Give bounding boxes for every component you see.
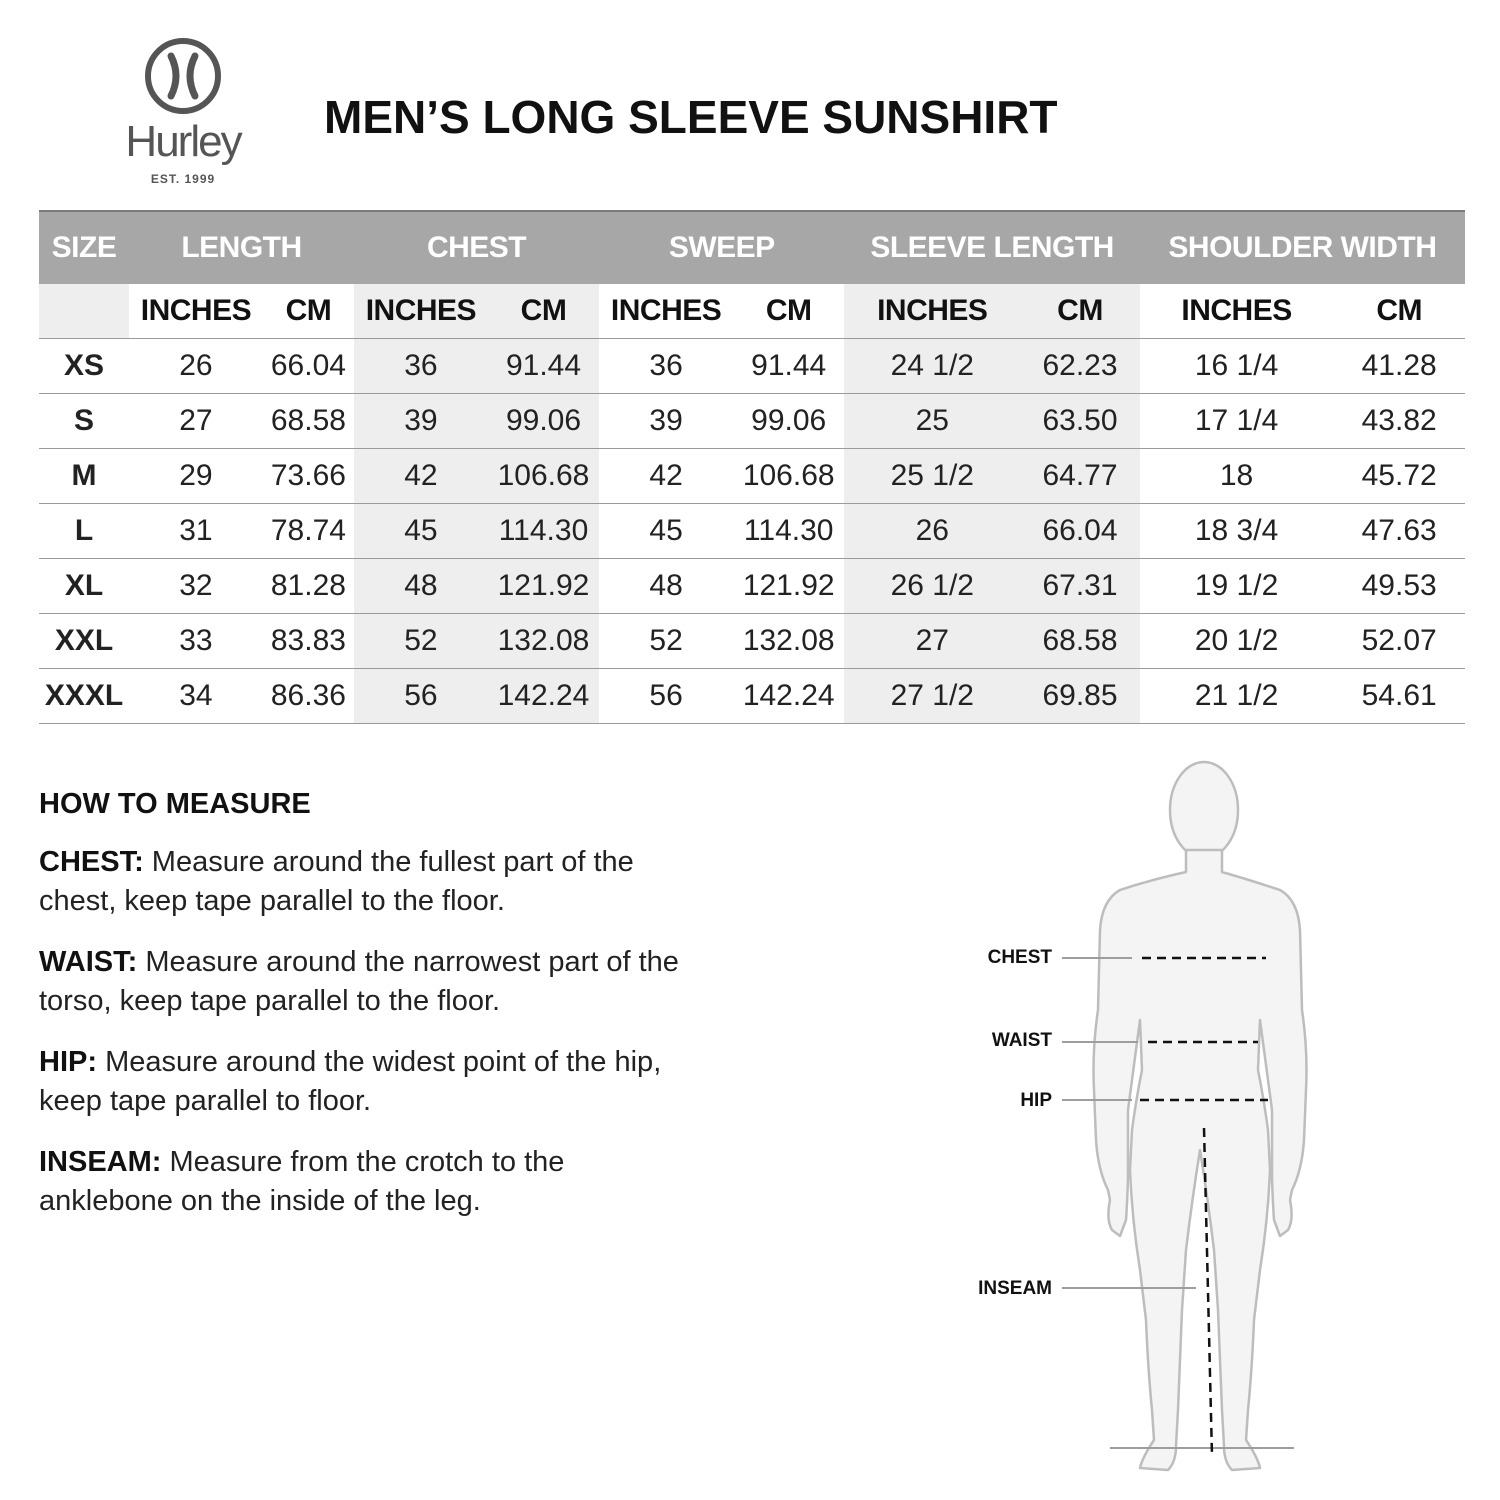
human-body-icon xyxy=(960,750,1360,1490)
table-cell: 52 xyxy=(354,614,488,669)
header-sweep: SWEEP xyxy=(599,211,844,284)
table-cell: 43.82 xyxy=(1361,404,1437,437)
header-length: LENGTH xyxy=(129,211,354,284)
table-cell: 31 xyxy=(179,514,213,547)
header-chest: CHEST xyxy=(354,211,599,284)
table-cell: 16 1/4 xyxy=(1194,349,1279,382)
table-header-row xyxy=(39,211,1465,284)
unit-cell: INCHES xyxy=(844,284,1020,339)
table-cell: 49.53 xyxy=(1361,569,1437,602)
table-cell: 68.58 xyxy=(270,404,346,437)
table-cell: 27 xyxy=(179,404,213,437)
brand-est: EST. 1999 xyxy=(150,172,216,186)
table-cell: 42 xyxy=(649,459,683,492)
header-shoulder-width: SHOULDER WIDTH xyxy=(1140,211,1465,284)
table-cell: 41.28 xyxy=(1361,349,1437,382)
how-to-measure xyxy=(39,788,699,1243)
size-chart-table xyxy=(39,210,1465,724)
table-cell: 26 xyxy=(844,504,1020,559)
page-title: MEN’S LONG SLEEVE SUNSHIRT xyxy=(324,91,1058,143)
measure-hip xyxy=(39,1043,699,1121)
measure-label: INSEAM: xyxy=(39,1146,162,1178)
measure-chest xyxy=(39,843,699,921)
unit-cell: INCHES xyxy=(140,294,252,327)
size-label-cell: S xyxy=(73,404,94,437)
table-cell: 20 1/2 xyxy=(1194,624,1279,657)
table-cell: 36 xyxy=(354,339,488,394)
table-cell: 25 xyxy=(844,394,1020,449)
table-cell: 32 xyxy=(179,569,213,602)
table-cell: 18 xyxy=(1219,459,1254,492)
table-cell: 132.08 xyxy=(742,624,835,657)
table-row xyxy=(39,504,1465,559)
hurley-emblem-icon xyxy=(143,36,223,116)
measure-text: Measure from the crotch to the anklebone on the inside of the leg. xyxy=(39,1146,565,1217)
table-cell: 132.08 xyxy=(488,614,599,669)
table-cell: 121.92 xyxy=(742,569,835,602)
table-cell: 99.06 xyxy=(488,394,599,449)
table-cell: 39 xyxy=(354,394,488,449)
body-measurement-figure xyxy=(960,750,1360,1490)
measure-label: CHEST: xyxy=(39,846,144,878)
figure-label-inseam: INSEAM xyxy=(978,1278,1052,1299)
table-cell: 47.63 xyxy=(1361,514,1437,547)
table-cell: 25 1/2 xyxy=(844,449,1020,504)
measure-label: WAIST: xyxy=(39,946,138,978)
table-cell: 56 xyxy=(649,679,683,712)
table-cell: 73.66 xyxy=(270,459,346,492)
table-cell: 26 1/2 xyxy=(844,559,1020,614)
table-cell: 106.68 xyxy=(742,459,835,492)
table-cell: 91.44 xyxy=(488,339,599,394)
size-label-cell: M xyxy=(71,459,97,492)
size-label-cell: XXXL xyxy=(44,679,124,712)
table-cell: 52.07 xyxy=(1361,624,1437,657)
unit-cell: CM xyxy=(765,294,812,327)
table-cell: 114.30 xyxy=(743,514,834,547)
table-row xyxy=(39,559,1465,614)
table-cell: 18 3/4 xyxy=(1194,514,1279,547)
figure-label-hip: HIP xyxy=(1020,1090,1052,1111)
measure-waist xyxy=(39,943,699,1021)
measure-text: Measure around the widest point of the hip, keep tape parallel to floor. xyxy=(39,1046,662,1117)
table-cell: 45 xyxy=(354,504,488,559)
header-sleeve-length: SLEEVE LENGTH xyxy=(844,211,1139,284)
table-cell: 17 1/4 xyxy=(1194,404,1279,437)
table-cell: 26 xyxy=(179,349,213,382)
how-to-measure-heading: HOW TO MEASURE xyxy=(39,788,311,820)
brand-logo xyxy=(108,36,258,196)
table-cell: 29 xyxy=(179,459,213,492)
units-size-blank xyxy=(39,284,129,339)
table-cell: 42 xyxy=(354,449,488,504)
table-cell: 81.28 xyxy=(270,569,346,602)
figure-label-waist: WAIST xyxy=(991,1030,1052,1051)
measure-inseam xyxy=(39,1143,699,1221)
table-cell: 142.24 xyxy=(742,679,835,712)
table-cell: 54.61 xyxy=(1361,679,1437,712)
table-cell: 86.36 xyxy=(270,679,346,712)
table-row xyxy=(39,394,1465,449)
size-label-cell: L xyxy=(74,514,94,547)
table-cell: 64.77 xyxy=(1020,449,1140,504)
table-cell: 62.23 xyxy=(1020,339,1140,394)
figure-label-chest: CHEST xyxy=(987,947,1052,968)
table-cell: 67.31 xyxy=(1020,559,1140,614)
table-cell: 36 xyxy=(649,349,683,382)
unit-cell: CM xyxy=(1376,294,1422,327)
table-row xyxy=(39,614,1465,669)
table-cell: 45.72 xyxy=(1361,459,1437,492)
table-cell: 68.58 xyxy=(1020,614,1140,669)
table-cell: 24 1/2 xyxy=(844,339,1020,394)
measure-label: HIP: xyxy=(39,1046,97,1078)
unit-cell: CM xyxy=(1020,284,1140,339)
measure-text: Measure around the narrowest part of the torso, keep tape parallel to the floor. xyxy=(39,946,679,1017)
table-cell: 19 1/2 xyxy=(1194,569,1279,602)
table-cell: 142.24 xyxy=(488,669,599,724)
table-cell: 66.04 xyxy=(1020,504,1140,559)
table-cell: 106.68 xyxy=(488,449,599,504)
size-label-cell: XS xyxy=(63,349,105,382)
table-cell: 121.92 xyxy=(488,559,599,614)
table-cell: 56 xyxy=(354,669,488,724)
table-units-row xyxy=(39,284,1465,339)
table-cell: 48 xyxy=(649,569,683,602)
table-cell: 52 xyxy=(649,624,683,657)
measure-text: Measure around the fullest part of the chest, keep tape parallel to the floor. xyxy=(39,846,634,917)
unit-cell: INCHES xyxy=(1181,294,1292,327)
table-row xyxy=(39,339,1465,394)
table-cell: 78.74 xyxy=(270,514,346,547)
table-cell: 34 xyxy=(179,679,213,712)
table-cell: 91.44 xyxy=(751,349,827,382)
table-cell: 99.06 xyxy=(751,404,827,437)
unit-cell: CM xyxy=(488,284,599,339)
table-row xyxy=(39,449,1465,504)
table-cell: 33 xyxy=(179,624,213,657)
table-cell: 63.50 xyxy=(1020,394,1140,449)
unit-cell: CM xyxy=(285,294,332,327)
table-cell: 69.85 xyxy=(1020,669,1140,724)
brand-wordmark: Hurley xyxy=(125,117,241,166)
unit-cell: INCHES xyxy=(354,284,488,339)
table-cell: 114.30 xyxy=(488,504,599,559)
table-cell: 21 1/2 xyxy=(1194,679,1279,712)
size-label-cell: XL xyxy=(64,569,104,602)
table-row xyxy=(39,669,1465,724)
table-cell: 45 xyxy=(649,514,683,547)
unit-cell: INCHES xyxy=(610,294,722,327)
table-cell: 66.04 xyxy=(270,349,346,382)
table-cell: 27 1/2 xyxy=(844,669,1020,724)
table-cell: 83.83 xyxy=(270,624,346,657)
table-cell: 27 xyxy=(844,614,1020,669)
header-size: SIZE xyxy=(39,211,129,284)
table-cell: 39 xyxy=(649,404,683,437)
table-cell: 48 xyxy=(354,559,488,614)
size-label-cell: XXL xyxy=(54,624,114,657)
